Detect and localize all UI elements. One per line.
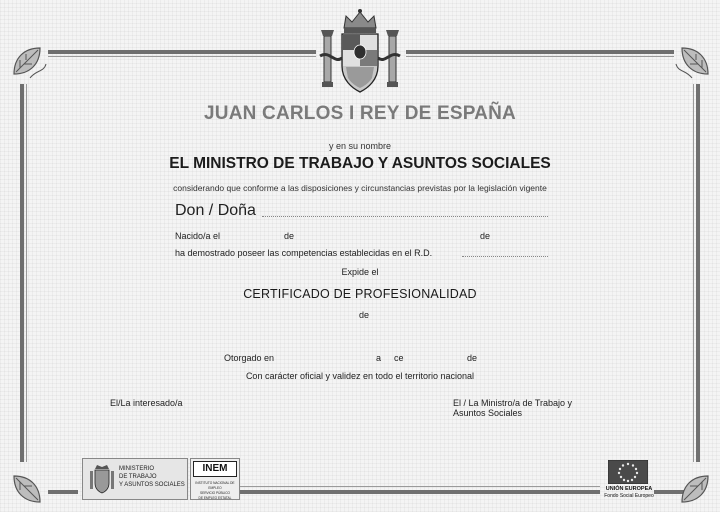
border-top-left-inner (48, 56, 316, 57)
leaf-ornament-icon (674, 44, 712, 82)
leaf-ornament-icon (10, 468, 48, 506)
issues-text: Expide el (341, 267, 379, 277)
inem-sub-line3: DE EMPLEO ESTATAL (198, 496, 232, 500)
inem-sub-line1: INSTITUTO NACIONAL DE EMPLEO (195, 481, 235, 490)
competences-text: ha demostrado poseer las competencias establecidas en el R.D. (175, 248, 433, 258)
minister-signature-line1: El / La Ministro/a de Trabajo y (453, 398, 573, 408)
holder-name-field[interactable] (262, 216, 548, 217)
ministry-name-line2: DE TRABAJO (119, 474, 157, 480)
ministry-name-line1: MINISTERIO (119, 466, 155, 472)
border-top-left (48, 50, 316, 54)
minister-signature-line2: Asuntos Sociales (453, 408, 523, 418)
border-bottom-middle-inner (240, 486, 600, 487)
border-top-right-inner (406, 56, 674, 57)
born-de-2: de (480, 231, 491, 241)
leaf-ornament-icon (10, 44, 48, 82)
born-de-1: de (284, 231, 295, 241)
inem-wordmark: INEM (193, 461, 237, 477)
minister-title: EL MINISTRO DE TRABAJO Y ASUNTOS SOCIALES (169, 155, 551, 172)
coat-of-arms-icon (316, 6, 404, 98)
border-top-right (406, 50, 674, 54)
on-behalf-text: y en su nombre (328, 141, 392, 151)
eu-logo (604, 458, 654, 498)
granted-ce: ce (394, 353, 404, 363)
king-title: JUAN CARLOS I REY DE ESPAÑA (204, 103, 516, 124)
eu-flag-icon (608, 460, 648, 484)
holder-name-label: Don / Doña (175, 202, 256, 219)
inem-sub-line2: SERVICIO PÚBLICO (199, 491, 231, 495)
royal-decree-field[interactable] (462, 256, 548, 257)
validity-text: Con carácter oficial y validez en todo el territorio nacional (245, 371, 475, 381)
considering-text: considerando que conforme a las disposiciones y circunstancias previstas por la legislación vigente (173, 183, 547, 193)
granted-de: de (467, 353, 478, 363)
ministry-logo (82, 458, 188, 500)
certificate-title: CERTIFICADO DE PROFESIONALIDAD (243, 287, 477, 301)
granted-label: Otorgado en (224, 353, 275, 363)
eu-name: UNIÓN EUROPEA (605, 486, 653, 492)
interested-signature-label: El/La interesado/a (110, 398, 183, 408)
inem-logo (190, 458, 240, 500)
ministry-coat-of-arms-icon (89, 463, 115, 495)
certificate-de: de (359, 310, 370, 320)
granted-a: a (376, 353, 382, 363)
border-bottom-middle (240, 490, 600, 494)
leaf-ornament-icon (674, 468, 712, 506)
ministry-name-line3: Y ASUNTOS SOCIALES (119, 482, 185, 488)
born-label: Nacido/a el (175, 231, 221, 241)
eu-fund: Fondo Social Europeo (604, 493, 654, 499)
border-bottom-left (48, 490, 78, 494)
